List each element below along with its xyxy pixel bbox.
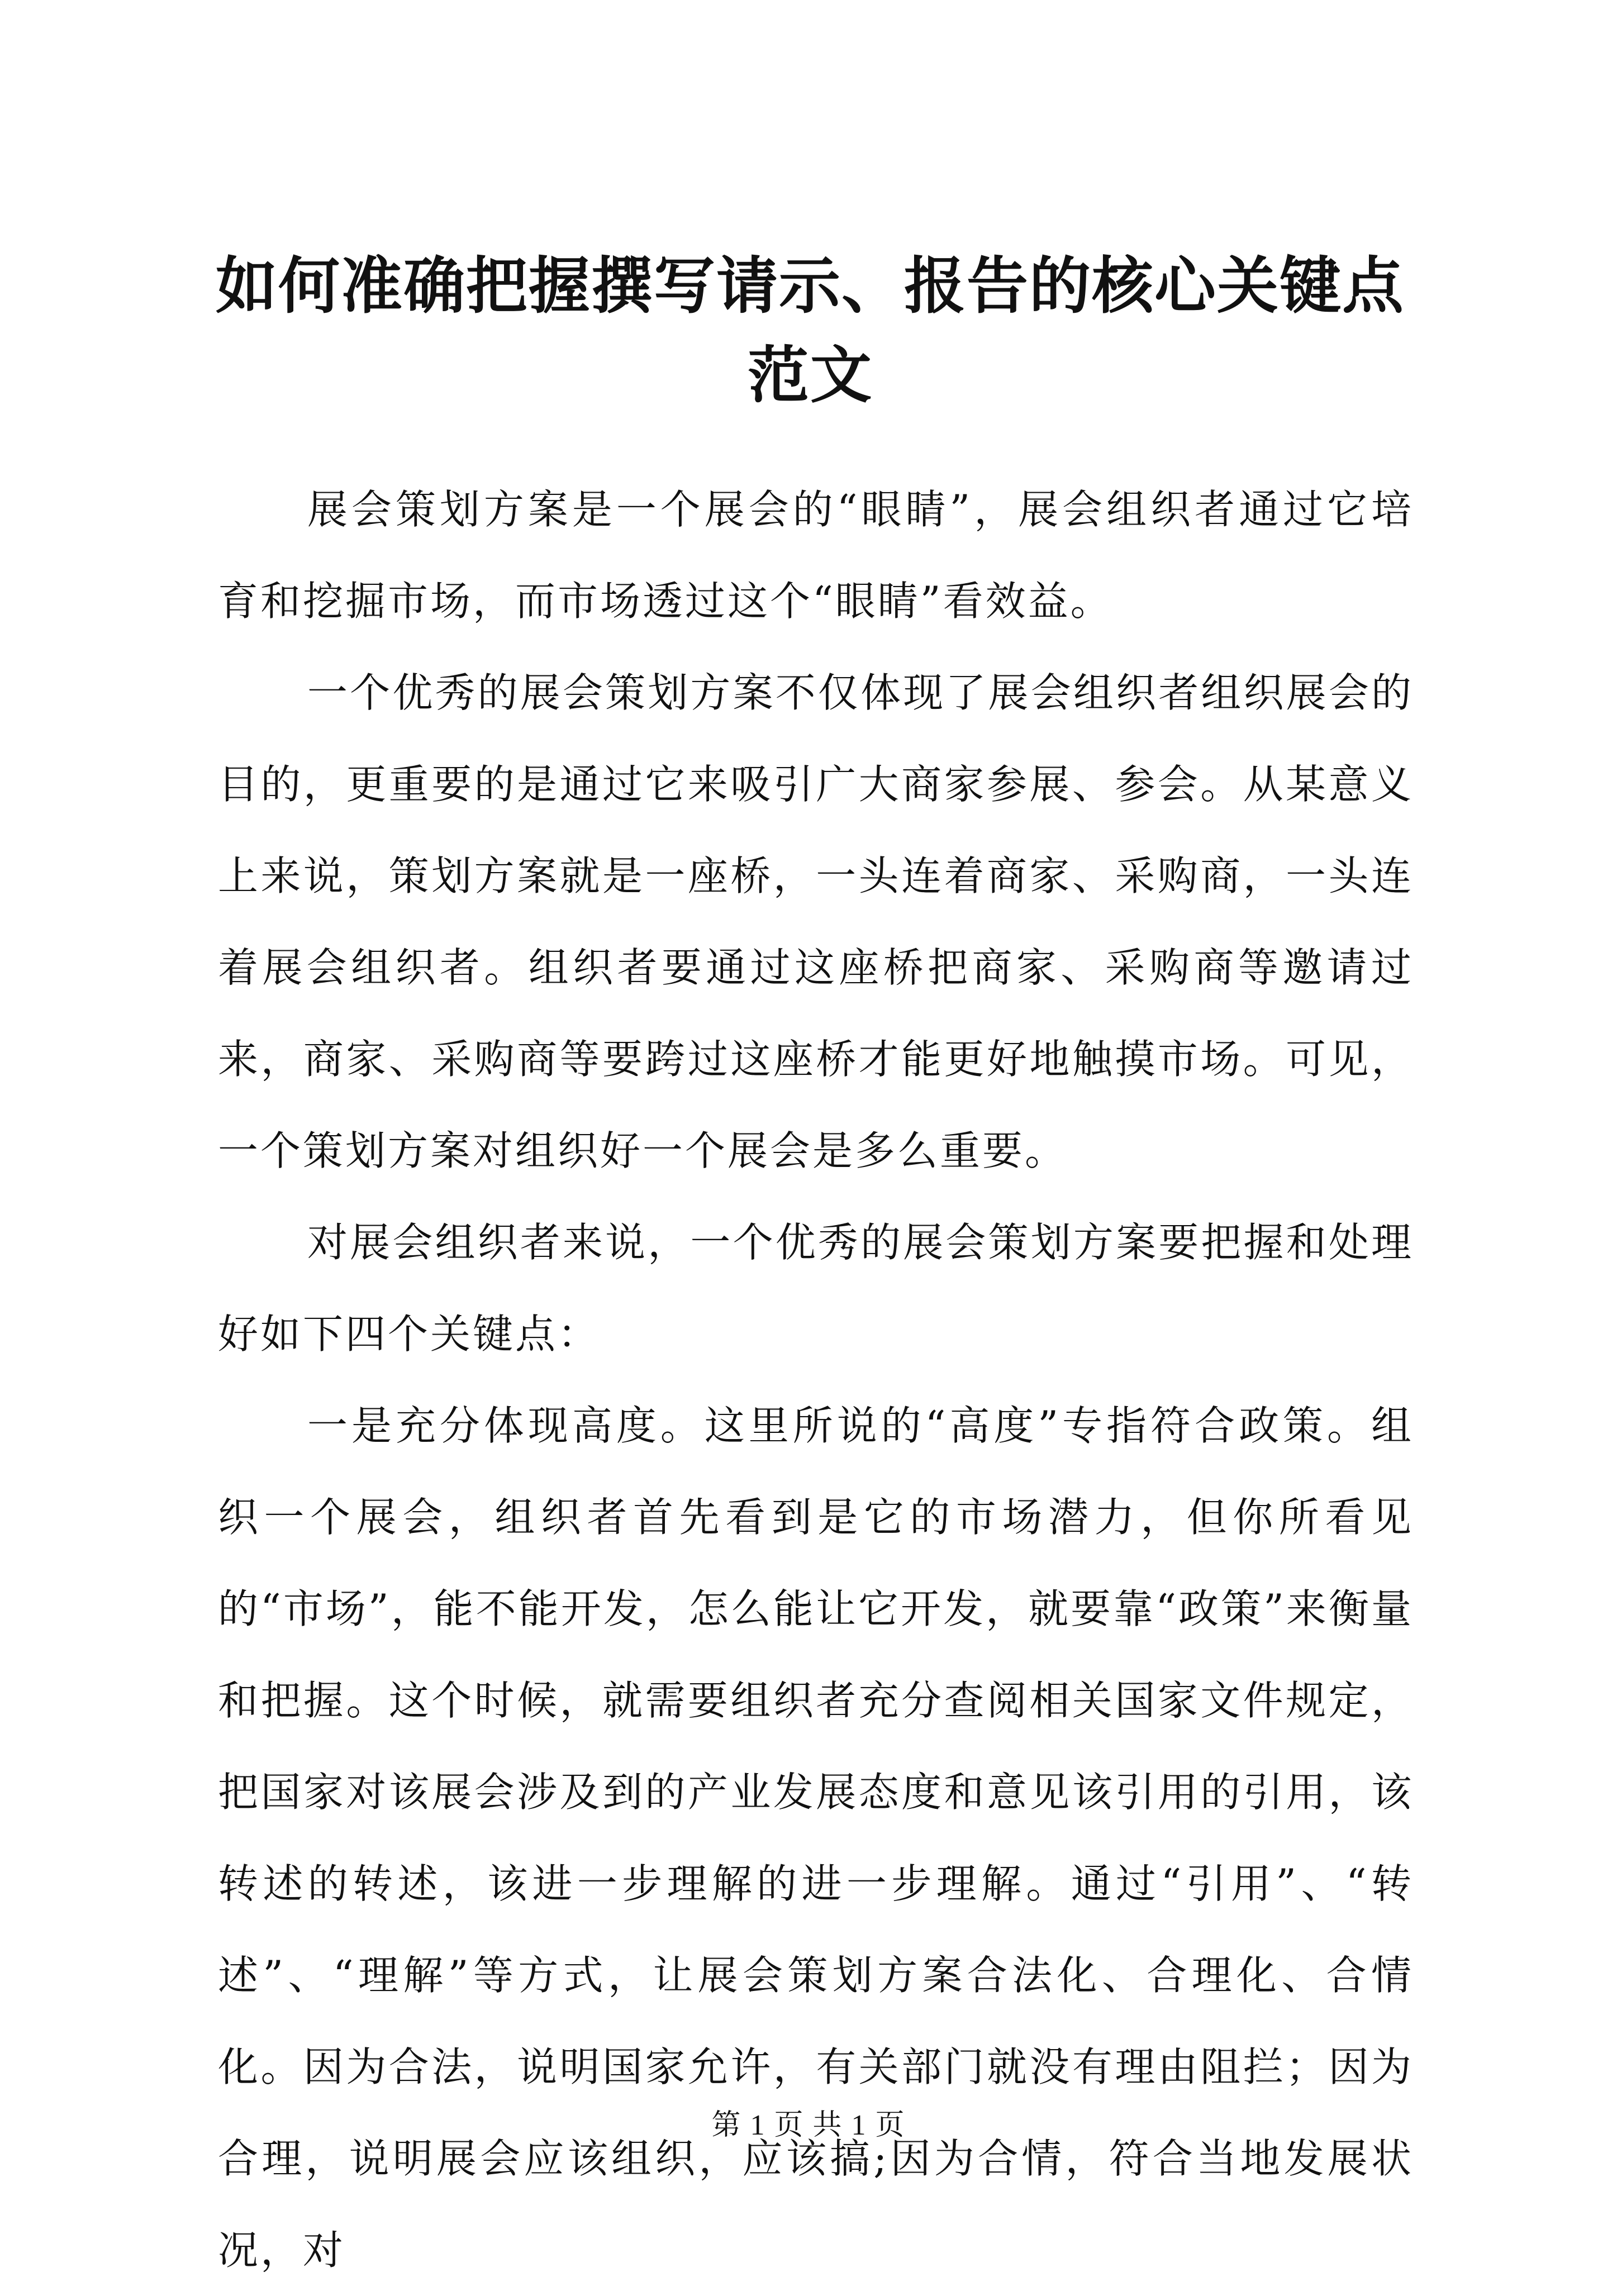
document-body <box>218 464 1414 2296</box>
paragraph-4: 一是充分体现高度。这里所说的“高度”专指符合政策。组织一个展会，组织者首先看到是它的市场潜力，但你所看见的“市场”，能不能开发，怎么能让它开发，就要靠“政策”来衡量和把握。这个时候，就需要组织者充分查阅相关国家文件规定，把国家对该展会涉及到的产业发展态度和意见该引用的引用，该转述的转述，该进一步理解的进一步理解。通过“引用”、“转述”、“理解”等方式，让展会策划方案合法化、合理化、合情化。因为合法，说明国家允许，有关部门就没有理由阻拦；因为合理，说明展会应该组织，应该搞;因为合情，符合当地发展状况，对 <box>218 1402 1414 2274</box>
paragraph-1: 展会策划方案是一个展会的“眼睛”，展会组织者通过它培育和挖掘市场，而市场透过这个“眼睛”看效益。 <box>218 486 1414 625</box>
paragraph-2: 一个优秀的展会策划方案不仅体现了展会组织者组织展会的目的，更重要的是通过它来吸引广大商家参展、参会。从某意义上来说，策划方案就是一座桥，一头连着商家、采购商，一头连着展会组织者。组织者要通过这座桥把商家、采购商等邀请过来，商家、采购商等要跨过这座桥才能更好地触摸市场。可见，一个策划方案对组织好一个展会是多么重要。 <box>218 669 1414 1174</box>
document-title: 如何准确把握撰写请示、报告的核心关键点范文 <box>216 250 1405 411</box>
page-number-footer: 第 1 页 共 1 页 <box>711 2109 906 2141</box>
paragraph-3: 对展会组织者来说，一个优秀的展会策划方案要把握和处理好如下四个关键点： <box>218 1219 1414 1357</box>
